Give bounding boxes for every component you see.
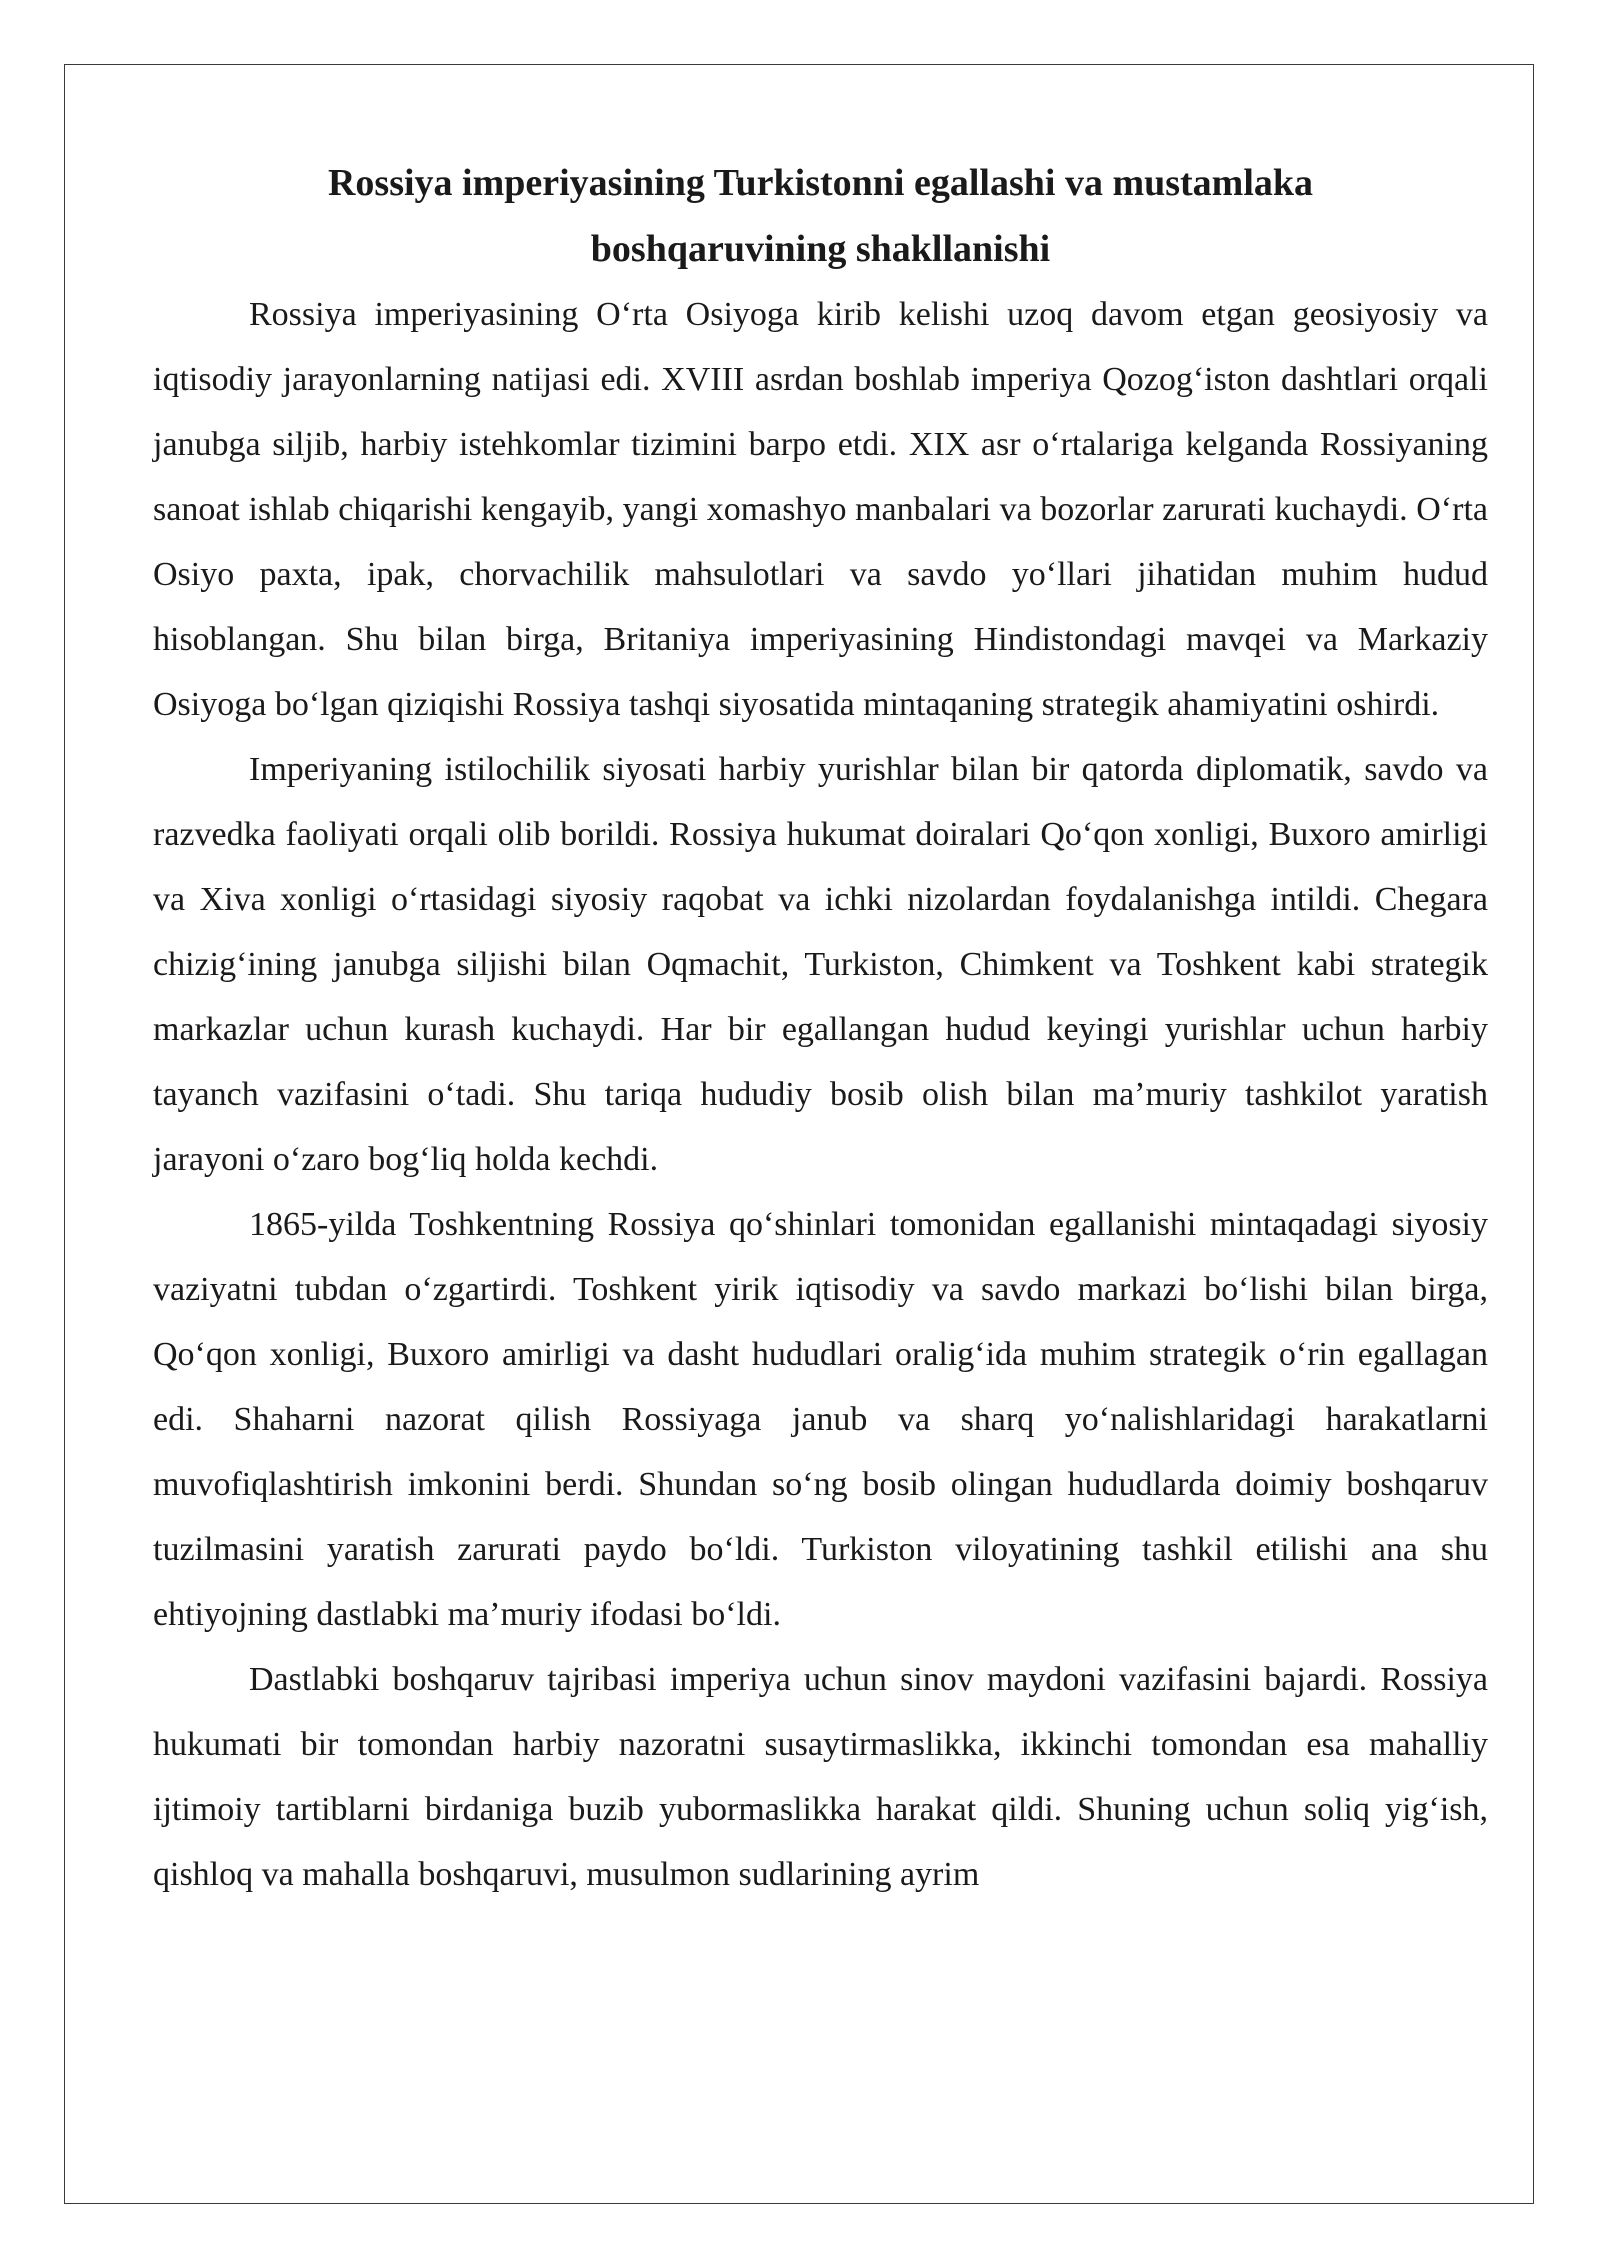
document-body	[153, 150, 1488, 1907]
paragraph-1: Rossiya imperiyasining O‘rta Osiyoga kirib kelishi uzoq davom etgan geosiyosiy va iqtisodiy jarayonlarning natijasi edi. XVIII asrdan boshlab imperiya Qozog‘iston dashtlari orqali janubga siljib, harbiy istehkomlar tizimini barpo etdi. XIX asr o‘rtalariga kelganda Rossiyaning sanoat ishlab chiqarishi kengayib, yangi xomashyo manbalari va bozorlar zarurati kuchaydi. O‘rta Osiyo paxta, ipak, chorvachilik mahsulotlari va savdo yo‘llari jihatidan muhim hudud hisoblangan. Shu bilan birga, Britaniya imperiyasining Hindistondagi mavqei va Markaziy Osiyoga bo‘lgan qiziqishi Rossiya tashqi siyosatida mintaqaning strategik ahamiyatini oshirdi.	[153, 296, 1488, 723]
document-title	[153, 150, 1488, 282]
paragraph-2: Imperiyaning istilochilik siyosati harbiy yurishlar bilan bir qatorda diplomatik, savdo va razvedka faoliyati orqali olib borildi. Rossiya hukumat doiralari Qo‘qon xonligi, Buxoro amirligi va Xiva xonligi o‘rtasidagi siyosiy raqobat va ichki nizolardan foydalanishga intildi. Chegara chizig‘ining janubga siljishi bilan Oqmachit, Turkiston, Chimkent va Toshkent kabi strategik markazlar uchun kurash kuchaydi. Har bir egallangan hudud keyingi yurishlar uchun harbiy tayanch vazifasini o‘tadi. Shu tariqa hududiy bosib olish bilan ma’muriy tashkilot yaratish jarayoni o‘zaro bog‘liq holda kechdi.	[153, 751, 1488, 1178]
title-line-2: boshqaruvining shakllanishi	[590, 228, 1051, 270]
title-line-1: Rossiya imperiyasining Turkistonni egallashi va mustamlaka	[327, 162, 1314, 204]
paragraph-3: 1865-yilda Toshkentning Rossiya qo‘shinlari tomonidan egallanishi mintaqadagi siyosiy vaziyatni tubdan o‘zgartirdi. Toshkent yirik iqtisodiy va savdo markazi bo‘lishi bilan birga, Qo‘qon xonligi, Buxoro amirligi va dasht hududlari oralig‘ida muhim strategik o‘rin egallagan edi. Shaharni nazorat qilish Rossiyaga janub va sharq yo‘nalishlaridagi harakatlarni muvofiqlashtirish imkonini berdi. Shundan so‘ng bosib olingan hududlarda doimiy boshqaruv tuzilmasini yaratish zarurati paydo bo‘ldi. Turkiston viloyatining tashkil etilishi ana shu ehtiyojning dastlabki ma’muriy ifodasi bo‘ldi.	[153, 1206, 1488, 1633]
paragraph-4: Dastlabki boshqaruv tajribasi imperiya uchun sinov maydoni vazifasini bajardi. Rossiya hukumati bir tomondan harbiy nazoratni susaytirmaslikka, ikkinchi tomondan esa mahalliy ijtimoiy tartiblarni birdaniga buzib yubormaslikka harakat qildi. Shuning uchun soliq yig‘ish, qishloq va mahalla boshqaruvi, musulmon sudlarining ayrim	[153, 1661, 1488, 1893]
